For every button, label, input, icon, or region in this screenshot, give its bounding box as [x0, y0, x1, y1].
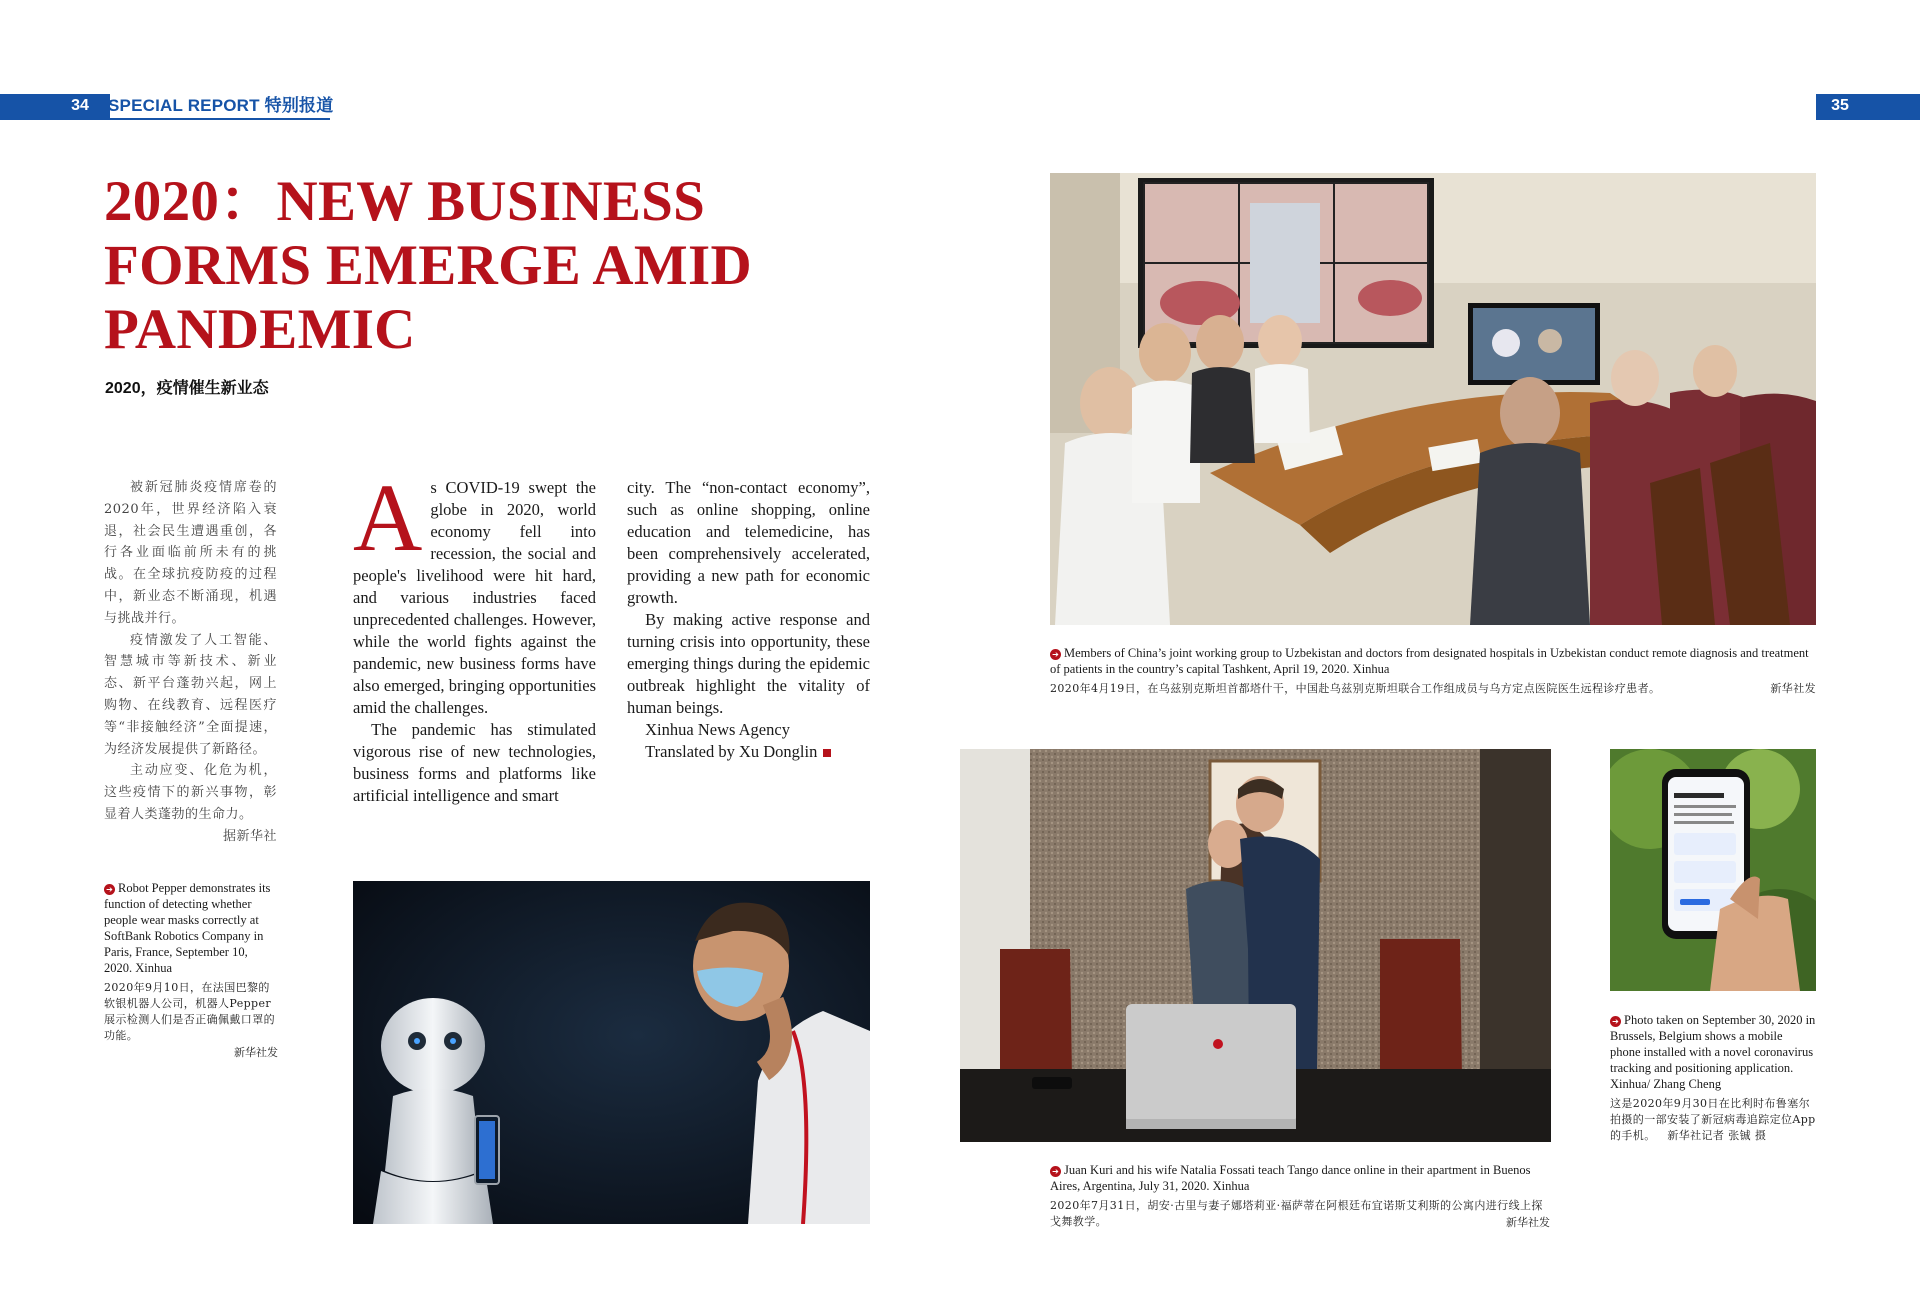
article-headline — [104, 170, 804, 362]
chinese-intro — [104, 477, 277, 848]
tracking-app-caption — [1610, 1012, 1816, 1144]
tracking-app-caption-chinese: 这是2020年9月30日在比利时布鲁塞尔拍摄的一部安装了新冠病毒追踪定位App的手机。 新华社记者 张铖 摄 — [1610, 1097, 1816, 1142]
body-column-2 — [627, 477, 870, 763]
headline-line-1: 2020：NEW BUSINESS — [104, 170, 706, 233]
chinese-intro-paragraph: 主动应变、化危为机，这些疫情下的新兴事物，彰显着人类蓬勃的生命力。 — [104, 763, 277, 822]
body-column-1 — [353, 464, 596, 807]
tango-photo — [960, 749, 1551, 1142]
agency-credit: Xinhua News Agency — [645, 720, 790, 739]
translator-credit — [627, 741, 870, 763]
telemedicine-caption — [1050, 645, 1816, 697]
tracking-app-illustration — [1610, 749, 1816, 991]
translator-text: Translated by Xu Donglin — [645, 742, 818, 761]
caption-arrow-icon: ➔ — [1050, 649, 1061, 660]
tracking-app-caption-english: ➔ Photo taken on September 30, 2020 in Brussels, Belgium shows a mobile phone installed with a novel coronavirus tracking and positioning application. Xinhua/ Zhang Cheng — [1610, 1013, 1816, 1091]
right-header-rule — [1816, 118, 1920, 120]
body-paragraph-2-start: The pandemic has stimulated vigorous rise of new technologies, business forms and platforms like artificial intelligence and smart — [353, 720, 596, 805]
chinese-intro-credit: 据新华社 — [222, 828, 277, 844]
left-page-number: 34 — [71, 97, 89, 114]
left-header-rule — [0, 118, 330, 120]
right-page-number: 35 — [1831, 97, 1849, 114]
telemedicine-caption-chinese-text: 2020年4月19日，在乌兹别克斯坦首都塔什干，中国赴乌兹别克斯坦联合工作组成员与乌方定点医院医生远程诊疗患者。 — [1050, 682, 1661, 695]
telemedicine-photo — [1050, 173, 1816, 625]
headline-line-3: PANDEMIC — [104, 298, 416, 361]
robot-pepper-photo — [353, 881, 870, 1224]
telemedicine-illustration — [1050, 173, 1816, 625]
robot-caption-credit: 新华社发 — [234, 1046, 278, 1059]
left-page-header — [0, 94, 110, 118]
tango-illustration — [960, 749, 1551, 1142]
tango-caption — [1050, 1162, 1550, 1230]
body-paragraph-2-end: city. The “non-contact economy”, such as online shopping, online education and telemedicine, has been comprehensively accelerated, providing a new path for economic growth. — [627, 478, 870, 607]
chinese-intro-paragraph: 疫情激发了人工智能、智慧城市等新技术、新业态、新平台蓬勃兴起，网上购物、在线教育、远程医疗等“非接触经济”全面提速，为经济发展提供了新路径。 — [104, 632, 277, 757]
article-subtitle: 2020，疫情催生新业态 — [105, 380, 269, 397]
telemedicine-caption-credit: 新华社发 — [1770, 682, 1816, 695]
tracking-app-caption-credit: 新华社记者 张铖 摄 — [1667, 1129, 1767, 1142]
tango-caption-credit: 新华社发 — [1506, 1216, 1550, 1229]
robot-pepper-illustration — [353, 881, 870, 1224]
headline-line-2: FORMS EMERGE AMID — [104, 234, 752, 297]
body-paragraph-3: By making active response and turning crisis into opportunity, these emerging things during the epidemic outbreak highlight the vitality of human beings. — [627, 610, 870, 717]
tracking-app-photo — [1610, 749, 1816, 991]
robot-caption-chinese: 2020年9月10日，在法国巴黎的软银机器人公司，机器人Pepper展示检测人们是否正确佩戴口罩的功能。 — [104, 981, 275, 1042]
caption-arrow-icon: ➔ — [1610, 1016, 1621, 1027]
robot-caption-english: ➔ Robot Pepper demonstrates its function of detecting whether people wear masks correctly at SoftBank Robotics Company in Paris, France, September 10, 2020. Xinhua — [104, 881, 271, 975]
telemedicine-caption-english: ➔ Members of China’s joint working group to Uzbekistan and doctors from designated hospitals in Uzbekistan conduct remote diagnosis and treatment of patients in the country’s capital Tashkent, April 19, 2020. Xinhua — [1050, 646, 1809, 676]
caption-arrow-icon: ➔ — [1050, 1166, 1061, 1177]
telemedicine-caption-chinese — [1050, 681, 1816, 697]
chinese-intro-paragraph: 被新冠肺炎疫情席卷的2020年，世界经济陷入衰退，社会民生遭遇重创，各行各业面临前所未有的挑战。在全球抗疫防疫的过程中，新业态不断涌现，机遇与挑战并行。 — [104, 480, 277, 626]
tango-caption-english: ➔ Juan Kuri and his wife Natalia Fossati teach Tango dance online in their apartment in Buenos Aires, Argentina, July 31, 2020. Xinhua — [1050, 1163, 1531, 1193]
drop-cap: A — [353, 464, 423, 571]
body-paragraph-1-text: s COVID-19 swept the globe in 2020, world economy fell into recession, the social and people's livelihood were hit hard, and various industries faced unprecedented challenges. However, while the world fights against the pandemic, new business forms have also emerged, bringing opportunities amid the challenges. — [353, 478, 596, 717]
end-mark-icon — [823, 749, 831, 757]
tango-caption-chinese: 2020年7月31日，胡安·古里与妻子娜塔莉亚·福萨蒂在阿根廷布宜诺斯艾利斯的公寓内进行线上探戈舞教学。 — [1050, 1199, 1543, 1228]
caption-arrow-icon: ➔ — [104, 884, 115, 895]
body-paragraph-1 — [353, 464, 596, 719]
section-title: SPECIAL REPORT 特别报道 — [108, 96, 334, 115]
robot-caption — [104, 880, 278, 1060]
right-page-header — [1816, 94, 1920, 118]
